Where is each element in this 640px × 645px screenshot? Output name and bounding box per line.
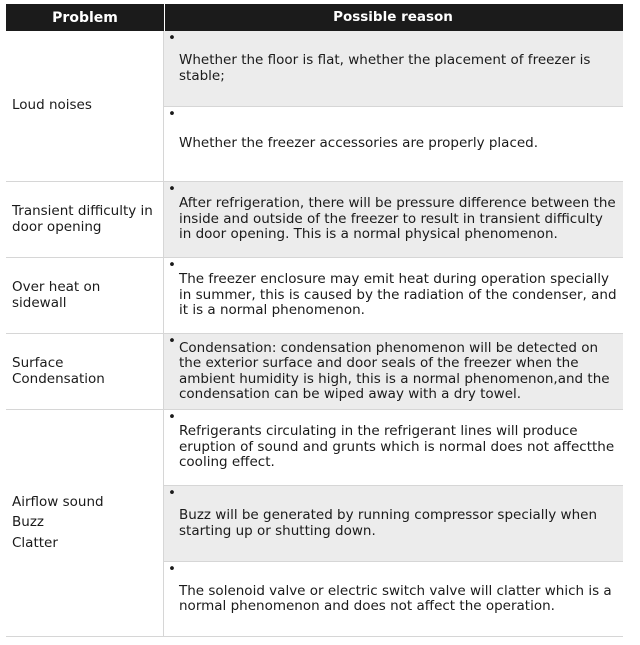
reason-text: Condensation: condensation phenomenon will be detected on the exterior surface and door seals of the freezer when the ambient humidity is high, this is a normal phenomenon,and the condensation can be wiped away with a dry towel. <box>179 339 610 402</box>
reason-column-header: Possible reason <box>333 8 453 25</box>
reason-text: Whether the floor is flat, whether the placement of freezer is stable; <box>179 52 591 84</box>
problem-cell <box>6 410 164 636</box>
reasons-cell <box>164 410 623 636</box>
table-row <box>6 334 623 410</box>
table-row <box>6 410 623 637</box>
table-header <box>6 4 623 31</box>
reason-item <box>164 561 623 636</box>
bullet-icon: • <box>168 561 176 577</box>
reason-text: Buzz will be generated by running compressor specially when starting up or shutting down. <box>179 507 598 539</box>
table-row <box>6 182 623 258</box>
bullet-icon: • <box>168 181 176 197</box>
bullet-icon: • <box>168 485 176 501</box>
reasons-cell <box>164 182 623 257</box>
problem-column-header: Problem <box>6 4 165 31</box>
reason-item <box>164 182 623 257</box>
problem-text: Buzz <box>12 514 44 531</box>
bullet-icon: • <box>168 257 176 273</box>
bullet-icon: • <box>168 409 176 425</box>
problem-text: Airflow sound <box>12 493 104 510</box>
reasons-cell <box>164 334 623 409</box>
bullet-icon: • <box>168 333 176 349</box>
problem-text: Surface Condensation <box>12 355 105 387</box>
problem-cell <box>6 334 164 409</box>
reason-text: The solenoid valve or electric switch valve will clatter which is a normal phenomenon and does not affect the operation. <box>179 582 612 614</box>
table-row <box>6 258 623 334</box>
problem-cell <box>6 258 164 333</box>
problem-cell <box>6 31 164 181</box>
reason-text: Whether the freezer accessories are properly placed. <box>179 135 539 152</box>
reason-item <box>164 485 623 561</box>
reason-item <box>164 106 623 181</box>
reason-text: The freezer enclosure may emit heat during operation specially in summer, this is caused by the radiation of the condenser, and it is a normal phenomenon. <box>179 271 617 319</box>
reason-item <box>164 258 623 333</box>
problem-text: Over heat on sidewall <box>12 279 101 311</box>
reason-text: Refrigerants circulating in the refrigerant lines will produce eruption of sound and grunts which is normal does not affectthe cooling effect. <box>179 423 615 471</box>
table-row <box>6 31 623 182</box>
reasons-cell <box>164 31 623 181</box>
reason-text: After refrigeration, there will be pressure difference between the inside and outside of the freezer to result in transient difficulty in door opening. This is a normal physical phenomenon. <box>179 195 616 243</box>
bullet-icon: • <box>168 30 176 46</box>
problem-text: Transient difficulty in door opening <box>12 203 153 235</box>
troubleshooting-table <box>6 4 623 637</box>
problem-text: Clatter <box>12 534 58 551</box>
problem-cell <box>6 182 164 257</box>
reasons-cell <box>164 258 623 333</box>
problem-text: Loud noises <box>12 97 92 114</box>
reason-item <box>164 31 623 106</box>
reason-item <box>164 334 623 409</box>
bullet-icon: • <box>168 106 176 122</box>
reason-item <box>164 410 623 485</box>
